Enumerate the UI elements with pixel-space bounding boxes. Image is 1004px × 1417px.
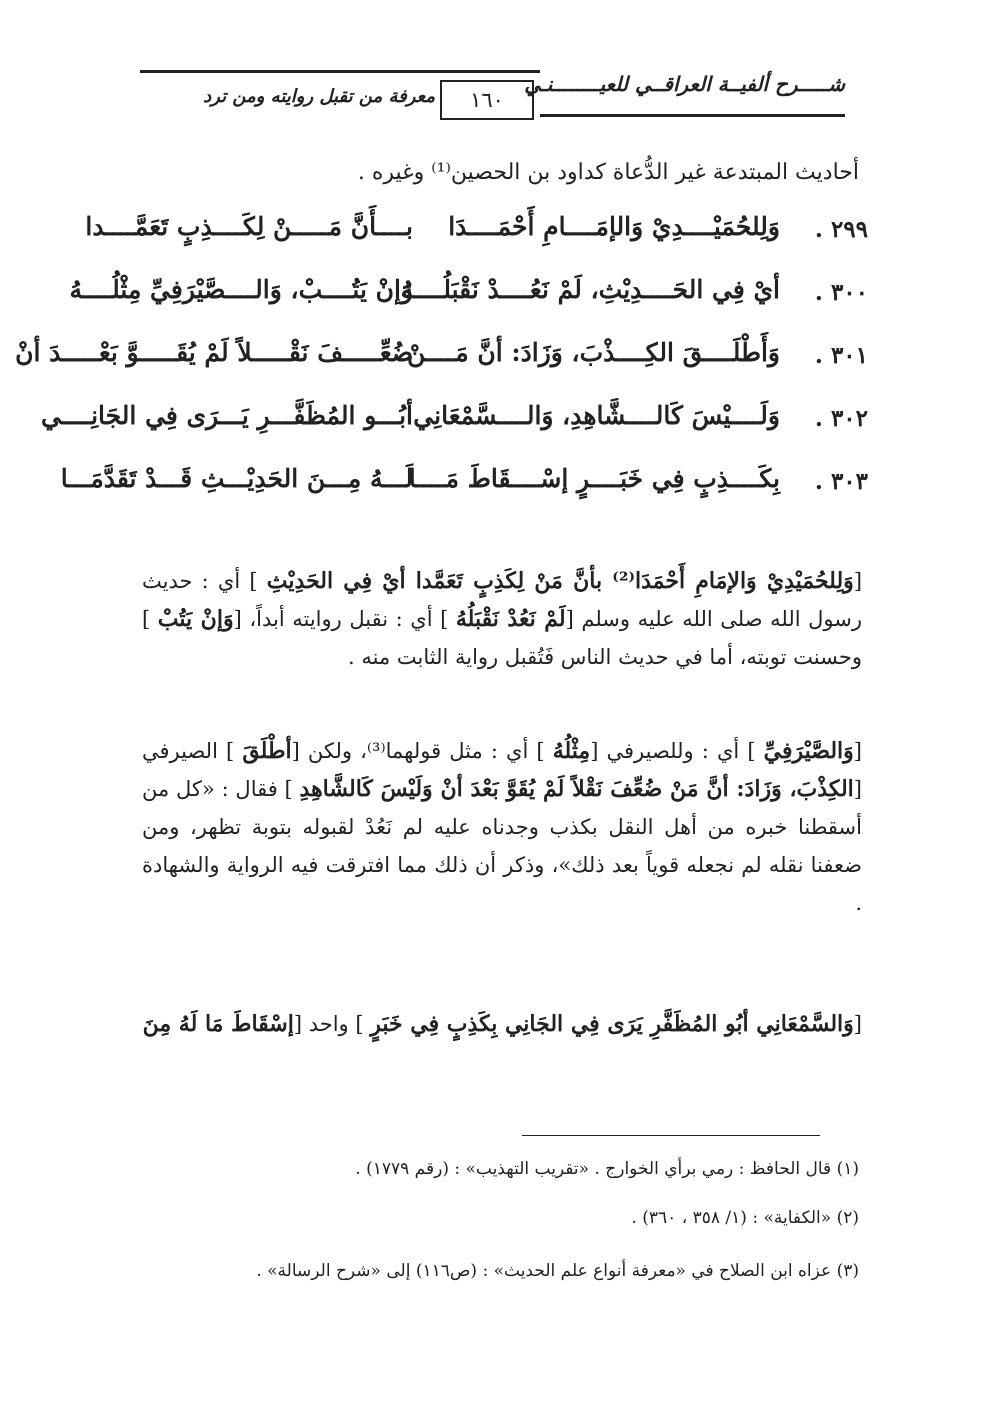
quoted-verse: وَالصَّيْرَفِيِّ — [763, 738, 854, 764]
verse-number: ٣٠١ . — [814, 342, 868, 369]
quoted-verse: إسْقَاطَ مَا لَهُ مِنَ — [142, 1011, 294, 1037]
header-rule-bottom — [540, 114, 845, 117]
verse-row — [15, 334, 868, 397]
verse-row — [69, 271, 868, 334]
header-rule-top — [140, 70, 540, 73]
intro-line: أحاديث المبتدعة غير الدُّعاة كداود بن الحصين⁽¹⁾ وغيره . — [357, 160, 859, 185]
commentary-text: ] واحد [ — [293, 1012, 371, 1036]
verse-second-hemistich: وَإنْ يَتُــــبْ، وَالــــصَّيْرَفِيِّ مِثْلُــــهُ — [69, 275, 413, 304]
verse-row — [85, 208, 868, 271]
verse-number: ٢٩٩ . — [814, 216, 868, 243]
commentary-text: ] أي : حديث رسول الله صلى الله عليه وسلم [ — [142, 569, 862, 631]
commentary-paragraph: [وَالصَّيْرَفِيِّ ] أي : وللصيرفي [مِثْلُهُ ] أي : مثل قولهما⁽³⁾، ولكن [أطْلَقَ ] الصيرفي [الكِذْبَ، وَزَادَ: أنَّ مَنْ ضُعِّفَ نَقْلاً لَمْ يُقَوَّ بَعْدَ أنْ وَلَيْسَ كَالشَّاهِدِ ] فقال : «كل من أسقطنا خبره من أهل النقل بكذب وجدناه عليه لم نَعُدْ لقبوله بتوبة تظهر، ومن ضعفنا نقله لم نجعله قوياً بعد ذلك»، وذكر أن ذلك مما افترقت فيه الرواية والشهادة . — [142, 738, 862, 915]
commentary-paragraph: [وَلِلحُمَيْدِيْ وَالإمَامِ أَحْمَدَا⁽²⁾ بأنَّ مَنْ لِكَذِبٍ تَعَمَّدا أيْ فِي الحَدِيْثِ ] أي : حديث رسول الله صلى الله عليه وسلم [لَمْ نَعُدْ نَقْبَلُهُ ] أي : نقبل روايته أبداً، [وَإنْ يَتُبْ ] وحسنت توبته، أما في حديث الناس فَتُقبل رواية الثابت منه . — [142, 568, 863, 669]
commentary-paragraph: [وَالسَّمْعَانِي أبُو المُظَفَّرِ يَرَى فِي الجَانِي بِكَذِبٍ فِي خَبَرٍ ] واحد [إسْقَاطَ مَا لَهُ مِنَ — [142, 1011, 862, 1037]
chapter-title: معرفة من تقبل روايته ومن ترد — [203, 86, 435, 107]
commentary-text: ] الصيرفي [ — [142, 739, 862, 801]
footnote: (٢) «الكفاية» : (١/ ٣٥٨ ، ٣٦٠) . — [631, 1208, 859, 1228]
quoted-verse: وَلِلحُمَيْدِيْ وَالإمَامِ أَحْمَدَا⁽²⁾ بأنَّ مَنْ لِكَذِبٍ تَعَمَّدا أيْ فِي الحَدِيْثِ — [266, 568, 854, 594]
verse-block — [15, 208, 868, 523]
commentary-text: ] فقال : «كل من أسقطنا خبره من أهل النقل بكذب وجدناه عليه لم نَعُدْ لقبوله بتوبة تظهر، ومن ضعفنا نقله لم نجعله قوياً بعد ذلك»، وذكر أن ذلك مما افترقت فيه الرواية والشهادة . — [142, 777, 862, 915]
footnote-separator — [522, 1135, 820, 1136]
commentary-text: ] أي : وللصيرفي [ — [590, 739, 764, 763]
page-header — [140, 56, 845, 126]
quoted-verse: الكِذْبَ، وَزَادَ: أنَّ مَنْ ضُعِّفَ نَقْلاً لَمْ يُقَوَّ بَعْدَ أنْ وَلَيْسَ كَالشَّاهِدِ — [299, 776, 854, 802]
commentary-text: ] أي : مثل قولهما⁽³⁾، ولكن [ — [291, 739, 553, 763]
commentary-text: ] أي : نقبل روايته أبداً، [ — [233, 607, 456, 631]
footnote: (١) قال الحافظ : رمي برأي الخوارج . «تقريب التهذيب» : (رقم ١٧٧٩) . — [355, 1159, 859, 1179]
quoted-verse: وَالسَّمْعَانِي أبُو المُظَفَّرِ يَرَى فِي الجَانِي بِكَذِبٍ فِي خَبَرٍ — [370, 1011, 854, 1037]
page-number: ١٦٠ — [440, 80, 534, 120]
verse-second-hemistich: لَـــهُ مِـــنَ الحَدِيْـــثِ قَـــدْ تَقَدَّمَـــا — [60, 464, 413, 493]
quoted-verse: لَمْ نَعُدْ نَقْبَلُهُ — [455, 606, 566, 632]
footnote: (٣) عزاه ابن الصلاح في «معرفة أنواع علم الحديث» : (ص١١٦) إلى «شرح الرسالة» . — [256, 1261, 859, 1281]
book-title: شـــــرح ألفيــة العراقــي للعيــــــــنـي — [524, 72, 845, 96]
verse-first-hemistich: وَلَــــيْسَ كَالــــشَّاهِدِ، وَالــــسَّمْعَانِي — [413, 401, 780, 430]
verse-row — [40, 397, 868, 460]
quoted-verse: مِثْلُهُ — [552, 738, 591, 764]
verse-number: ٣٠٢ . — [814, 405, 868, 432]
verse-first-hemistich: بِكَــــذِبٍ فِي خَبَــــرٍ إسْــــقَاطَ مَــــا — [408, 464, 780, 493]
quoted-verse: أطْلَقَ — [242, 738, 292, 764]
verse-first-hemistich: وَأَطْلَــــقَ الكِــــذْبَ، وَزَادَ: أنَّ مَــــنْ — [406, 338, 780, 367]
quoted-verse: وَإنْ يَتُبْ — [157, 606, 234, 632]
verse-row — [60, 460, 868, 523]
verse-number: ٣٠٣ . — [814, 468, 868, 495]
verse-second-hemistich: أبُـــو المُظَفَّـــرِ يَـــرَى فِي الجَانِــــي — [40, 401, 413, 430]
commentary-text: ] وحسنت توبته، أما في حديث الناس فَتُقبل رواية الثابت منه . — [142, 607, 862, 669]
verse-number: ٣٠٠ . — [814, 279, 868, 306]
verse-first-hemistich: وَلِلحُمَيْــــدِيْ وَالإمَــــامِ أَحْمَــــدَا — [448, 212, 780, 241]
verse-second-hemistich: ضُعِّـــــفَ نَقْـــــلاً لَمْ يُقَـــــوَّ بَعْـــــدَ أنْ — [15, 338, 413, 367]
verse-second-hemistich: بــــأَنَّ مَـــــنْ لِكَــــذِبٍ تَعَمَّــــدا — [85, 212, 413, 241]
verse-first-hemistich: أيْ فِي الحَــــدِيْثِ، لَمْ نَعُــــدْ نَقْبَلُــــهُ — [400, 275, 780, 304]
